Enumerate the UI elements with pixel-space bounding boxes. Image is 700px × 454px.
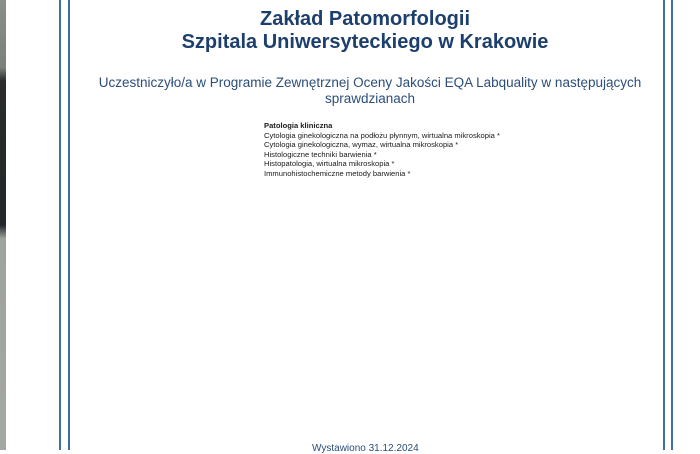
list-item: Cytologia ginekologiczna, wymaz, wirtualna mikroskopia *	[264, 140, 459, 150]
right-border-outer	[671, 0, 673, 450]
list-item: Histologiczne techniki barwienia *	[264, 149, 377, 159]
right-border-inner	[663, 0, 665, 450]
title-line-1: Zakład Patomorfologii	[259, 8, 471, 30]
title-line-2: Szpitala Uniwersyteckiego w Krakowie	[181, 31, 549, 53]
issued-date: Wystawiono 31.12.2024	[312, 443, 419, 454]
scan-edge-strip	[0, 0, 6, 450]
list-item: Immunohistochemiczne metody barwienia *	[264, 168, 411, 178]
subtitle: Uczestniczyło/a w Programie Zewnętrznej Oceny Jakości EQA Labquality w następujących sprawdzianach	[98, 75, 642, 106]
left-border-outer	[59, 0, 61, 450]
list-item: Histopatologia, wirtualna mikroskopia *	[264, 159, 395, 169]
list-item: Cytologia ginekologiczna na podłożu płynnym, wirtualna mikroskopia *	[264, 130, 500, 140]
section-heading: Patologia kliniczna	[264, 121, 333, 130]
left-border-inner	[68, 0, 70, 450]
exam-list	[264, 121, 500, 179]
